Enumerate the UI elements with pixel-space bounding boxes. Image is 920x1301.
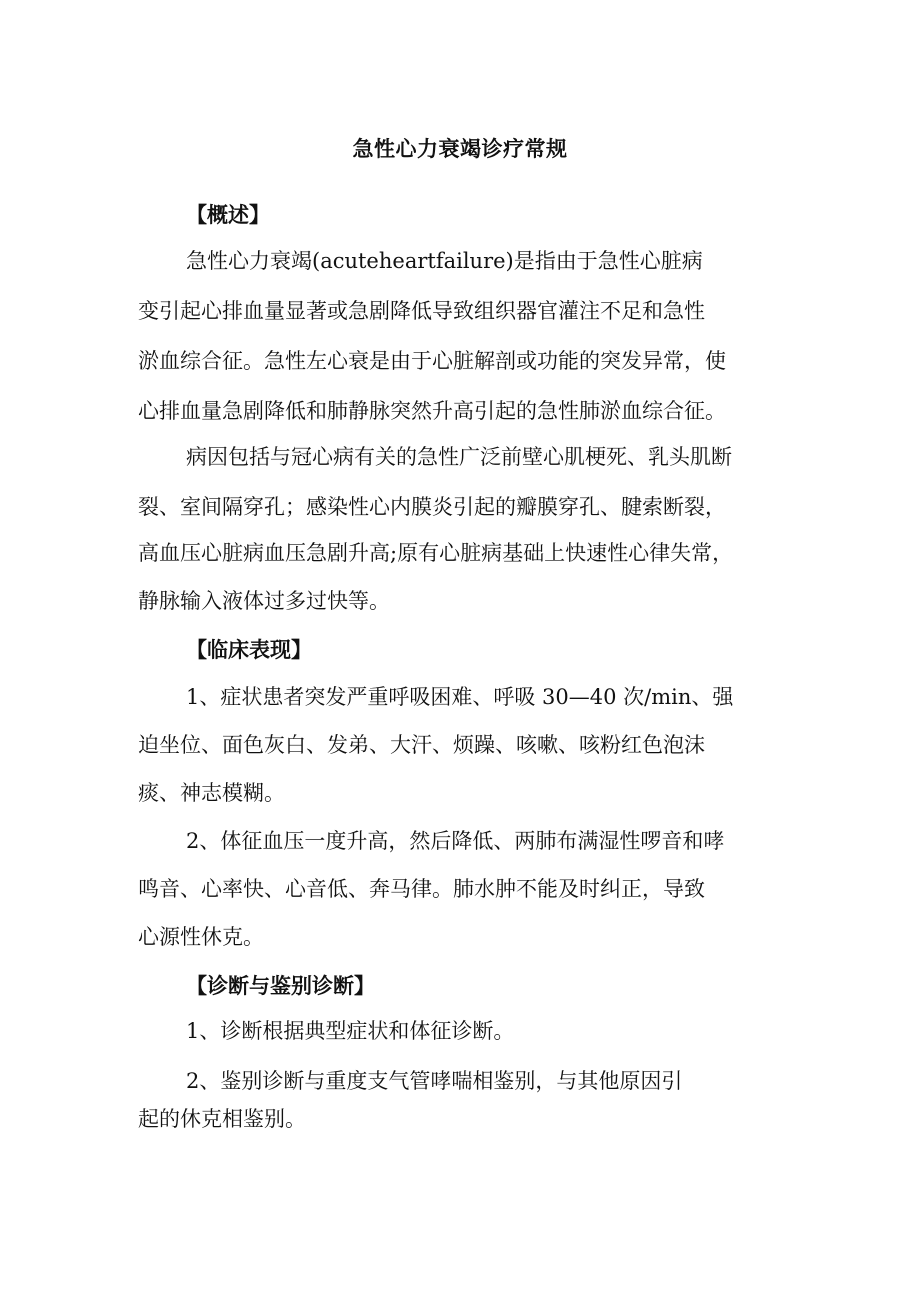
paragraph-line: 高血压心脏病血压急剧升高;原有心脏病基础上快速性心律失常， bbox=[138, 541, 734, 565]
paragraph-line: 2、体征血压一度升高，然后降低、两肺布满湿性啰音和哮 bbox=[186, 829, 725, 853]
paragraph-line: 鸣音、心率快、心音低、奔马律。肺水肿不能及时纠正，导致 bbox=[138, 877, 705, 901]
paragraph-line: 变引起心排血量显著或急剧降低导致组织器官灌注不足和急性 bbox=[138, 299, 705, 323]
paragraph-line: 裂、室间隔穿孔；感染性心内膜炎引起的瓣膜穿孔、腱索断裂， bbox=[138, 495, 726, 519]
paragraph-line: 急性心力衰竭(acuteheartfailure)是指由于急性心脏病 bbox=[186, 249, 703, 273]
paragraph-line: 2、鉴别诊断与重度支气管哮喘相鉴别，与其他原因引 bbox=[186, 1069, 683, 1093]
paragraph-line: 心源性休克。 bbox=[138, 925, 264, 949]
document-title: 急性心力衰竭诊疗常规 bbox=[352, 137, 568, 161]
paragraph-line: 心排血量急剧降低和肺静脉突然升高引起的急性肺淤血综合征。 bbox=[138, 399, 726, 423]
paragraph-line: 1、症状患者突发严重呼吸困难、呼吸 30—40 次/min、强 bbox=[186, 685, 734, 709]
paragraph-line: 迫坐位、面色灰白、发弟、大汗、烦躁、咳嗽、咳粉红色泡沫 bbox=[138, 733, 705, 757]
section-heading-overview: 【概述】 bbox=[186, 203, 270, 227]
section-heading-clinical: 【临床表现】 bbox=[186, 638, 312, 662]
paragraph-line: 淤血综合征。急性左心衰是由于心脏解剖或功能的突发异常，使 bbox=[138, 349, 726, 373]
paragraph-line: 静脉输入液体过多过快等。 bbox=[138, 589, 390, 613]
section-heading-diagnosis: 【诊断与鉴别诊断】 bbox=[186, 974, 375, 998]
paragraph-line: 病因包括与冠心病有关的急性广泛前壁心肌梗死、乳头肌断 bbox=[186, 445, 732, 469]
paragraph-line: 痰、神志模糊。 bbox=[138, 781, 285, 805]
paragraph-line: 起的休克相鉴别。 bbox=[138, 1107, 306, 1131]
paragraph-line: 1、诊断根据典型症状和体征诊断。 bbox=[186, 1019, 515, 1043]
